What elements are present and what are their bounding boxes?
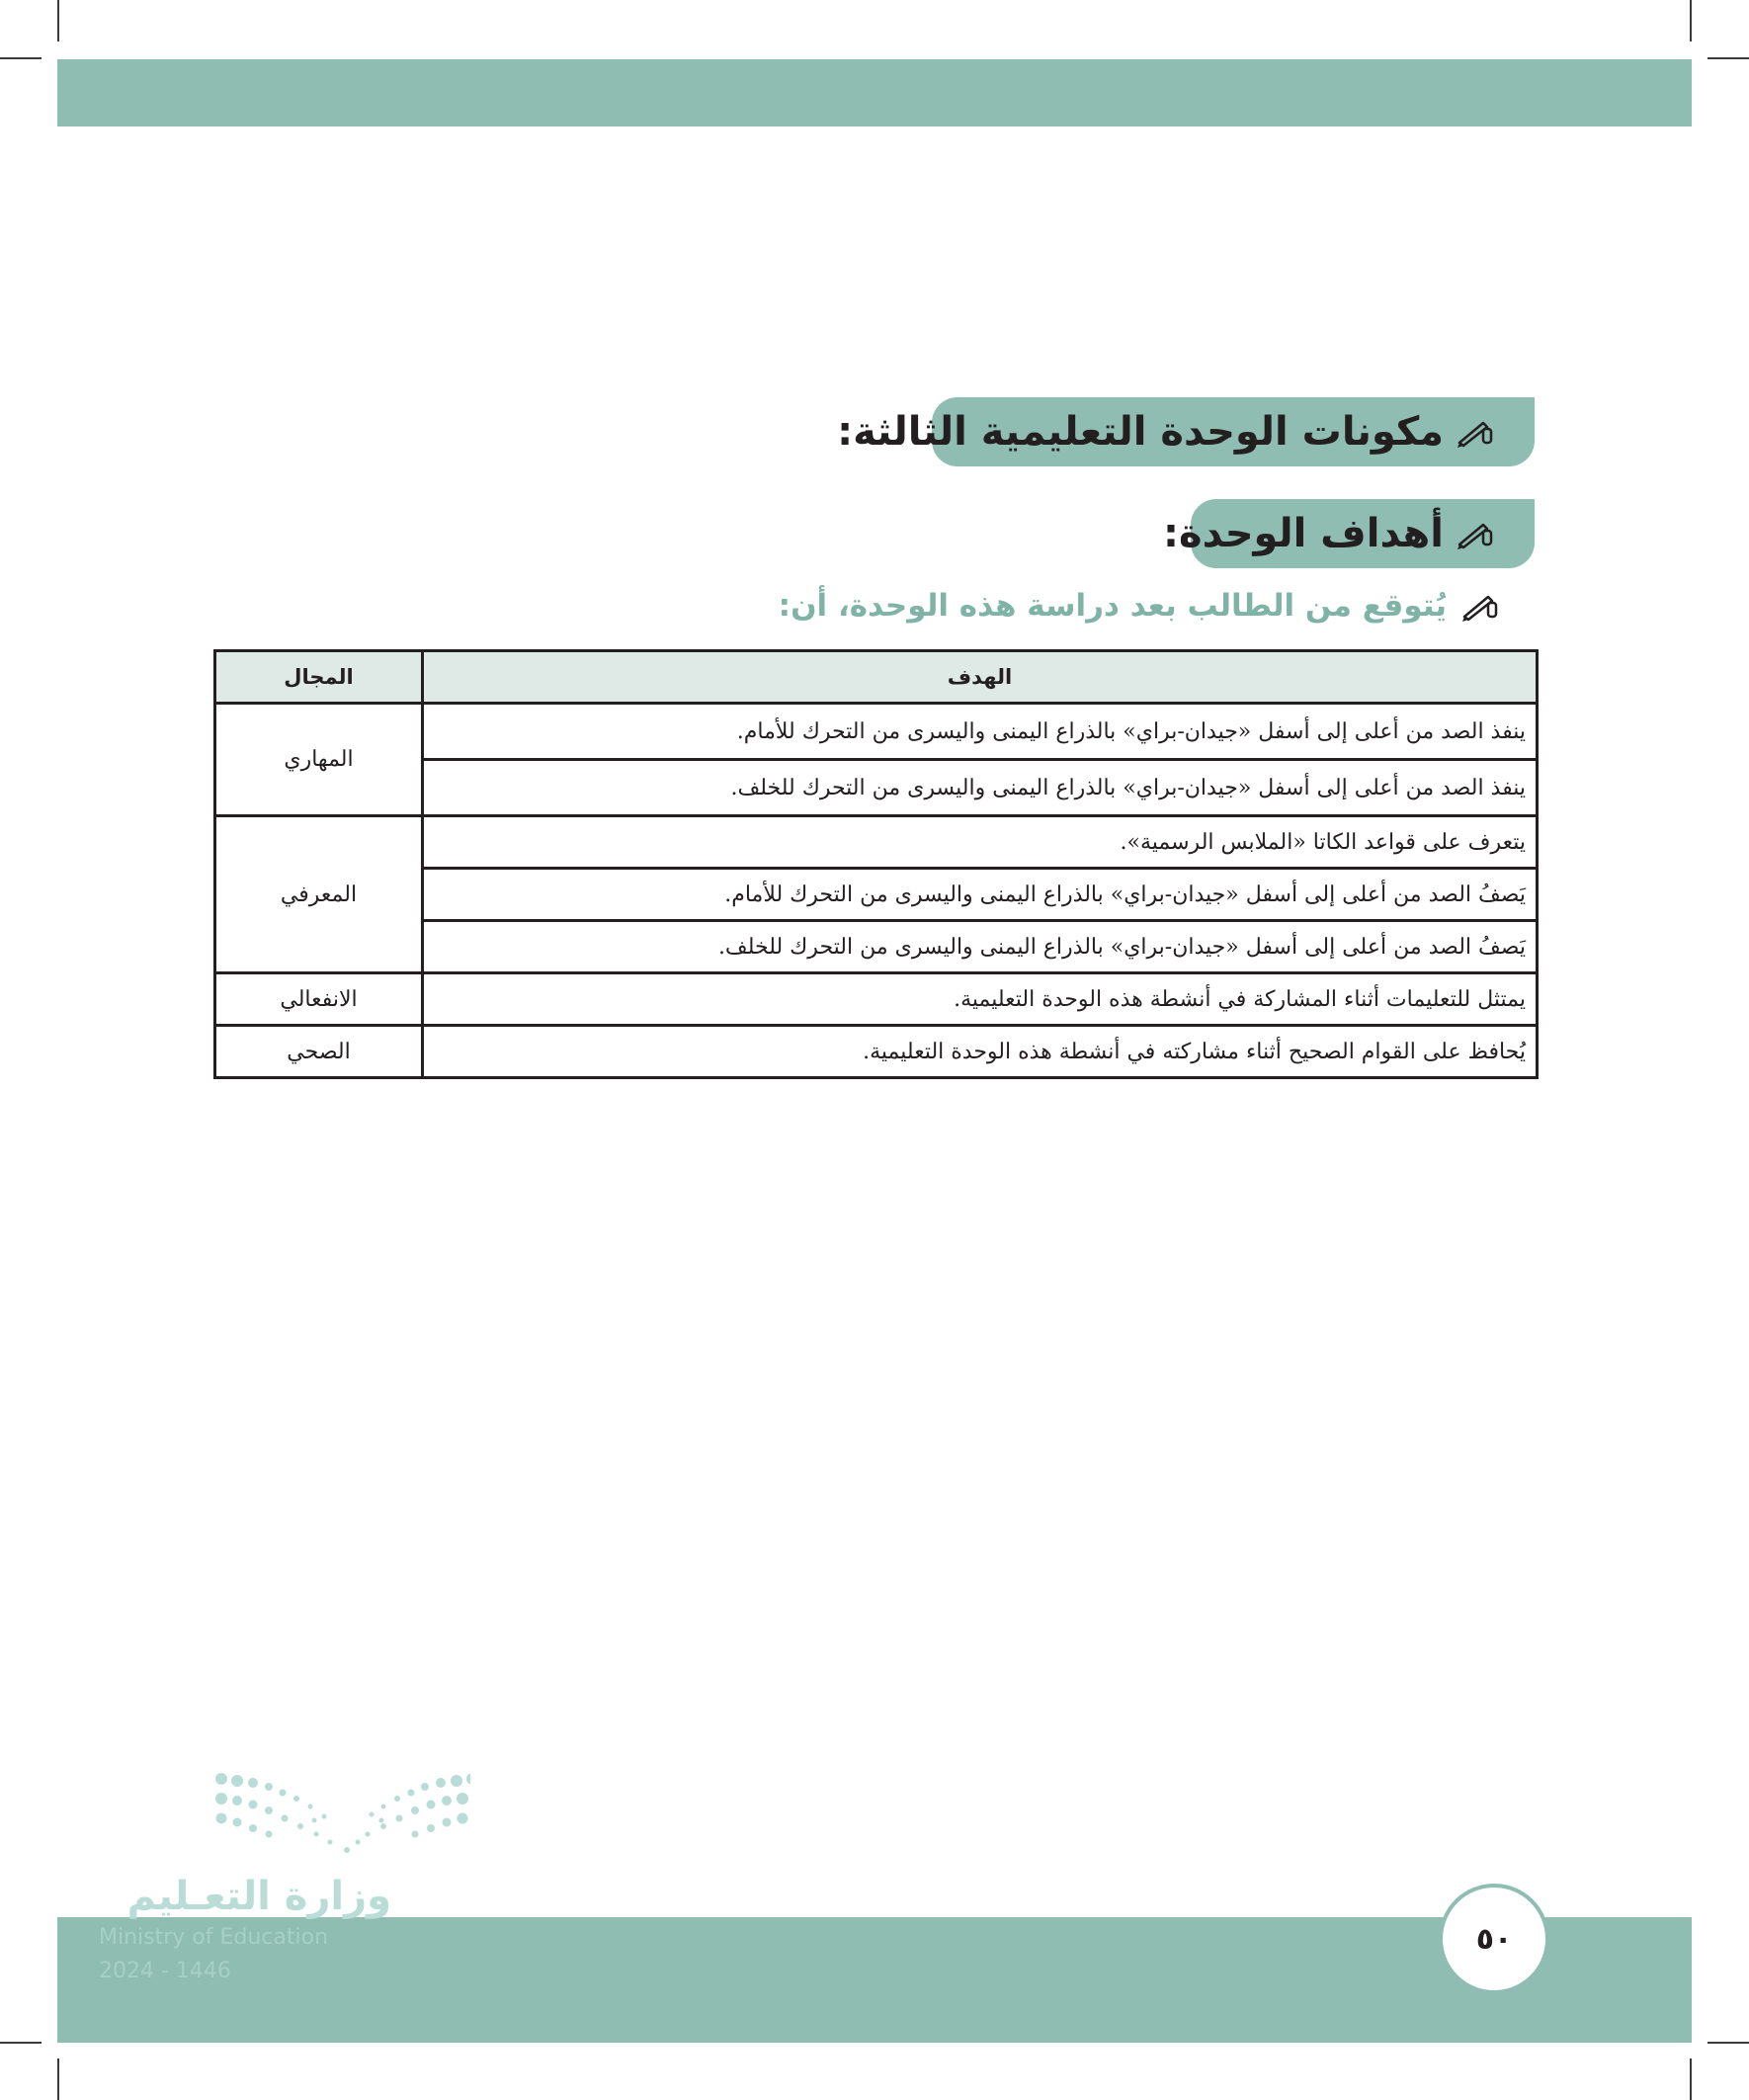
goal-cell: ينفذ الصد من أعلى إلى أسفل «جيدان-براي» بالذراع اليمنى واليسرى من التحرك للخلف. (423, 760, 1538, 816)
domain-cell: الانفعالي (215, 973, 423, 1026)
crop-mark (57, 0, 59, 42)
crop-mark (1690, 2058, 1692, 2100)
ministry-name-arabic: وزارة التعـليم (126, 1874, 391, 1919)
sub-heading-text: أهداف الوحدة: (1162, 511, 1444, 556)
goal-cell: يُحافظ على القوام الصحيح أثناء مشاركته في أنشطة هذه الوحدة التعليمية. (423, 1026, 1538, 1078)
page-number: ٥٠ (1439, 1884, 1549, 1994)
crop-mark (1707, 57, 1749, 59)
goal-cell: يَصفُ الصد من أعلى إلى أسفل «جيدان-براي» بالذراع اليمنى واليسرى من التحرك للأمام. (423, 869, 1538, 921)
domain-cell: الصحي (215, 1026, 423, 1078)
goal-cell: يمتثل للتعليمات أثناء المشاركة في أنشطة هذه الوحدة التعليمية. (423, 973, 1538, 1026)
header-band (57, 59, 1692, 126)
domain-column-header: المجال (215, 651, 423, 704)
goal-cell: يَصفُ الصد من أعلى إلى أسفل «جيدان-براي» بالذراع اليمنى واليسرى من التحرك للخلف. (423, 921, 1538, 973)
pen-writing-icon (1458, 589, 1502, 623)
crop-mark (1690, 0, 1692, 42)
crop-mark (0, 2042, 42, 2044)
table-row (215, 1026, 1538, 1078)
main-heading-text: مكونات الوحدة التعليمية الثالثة: (837, 409, 1444, 455)
crop-mark (1707, 2042, 1749, 2044)
table-row (215, 973, 1538, 1026)
objectives-table (213, 649, 1539, 1079)
crop-mark (57, 2058, 59, 2100)
intro-line (692, 581, 1502, 630)
ministry-logo (95, 1769, 470, 1996)
goal-column-header: الهدف (423, 651, 1538, 704)
table-header-row (215, 651, 1538, 704)
domain-cell: المعرفي (215, 816, 423, 973)
intro-text: يُتوقع من الطالب بعد دراسة هذه الوحدة، أن: (778, 588, 1447, 624)
domain-cell: المهاري (215, 704, 423, 816)
crop-mark (0, 57, 42, 59)
dots-emblem-icon (213, 1769, 470, 1858)
goal-cell: يتعرف على قواعد الكاتا «الملابس الرسمية». (423, 816, 1538, 869)
main-heading (837, 397, 1535, 466)
pen-writing-icon (1454, 415, 1497, 449)
table-row (215, 704, 1538, 760)
table-row (215, 816, 1538, 869)
goal-cell: ينفذ الصد من أعلى إلى أسفل «جيدان-براي» بالذراع اليمنى واليسرى من التحرك للأمام. (423, 704, 1538, 760)
ministry-name-english: Ministry of Education (99, 1925, 329, 1950)
pen-writing-icon (1454, 517, 1497, 550)
sub-heading (1162, 499, 1535, 568)
edition-year: 2024 - 1446 (99, 1959, 231, 1983)
